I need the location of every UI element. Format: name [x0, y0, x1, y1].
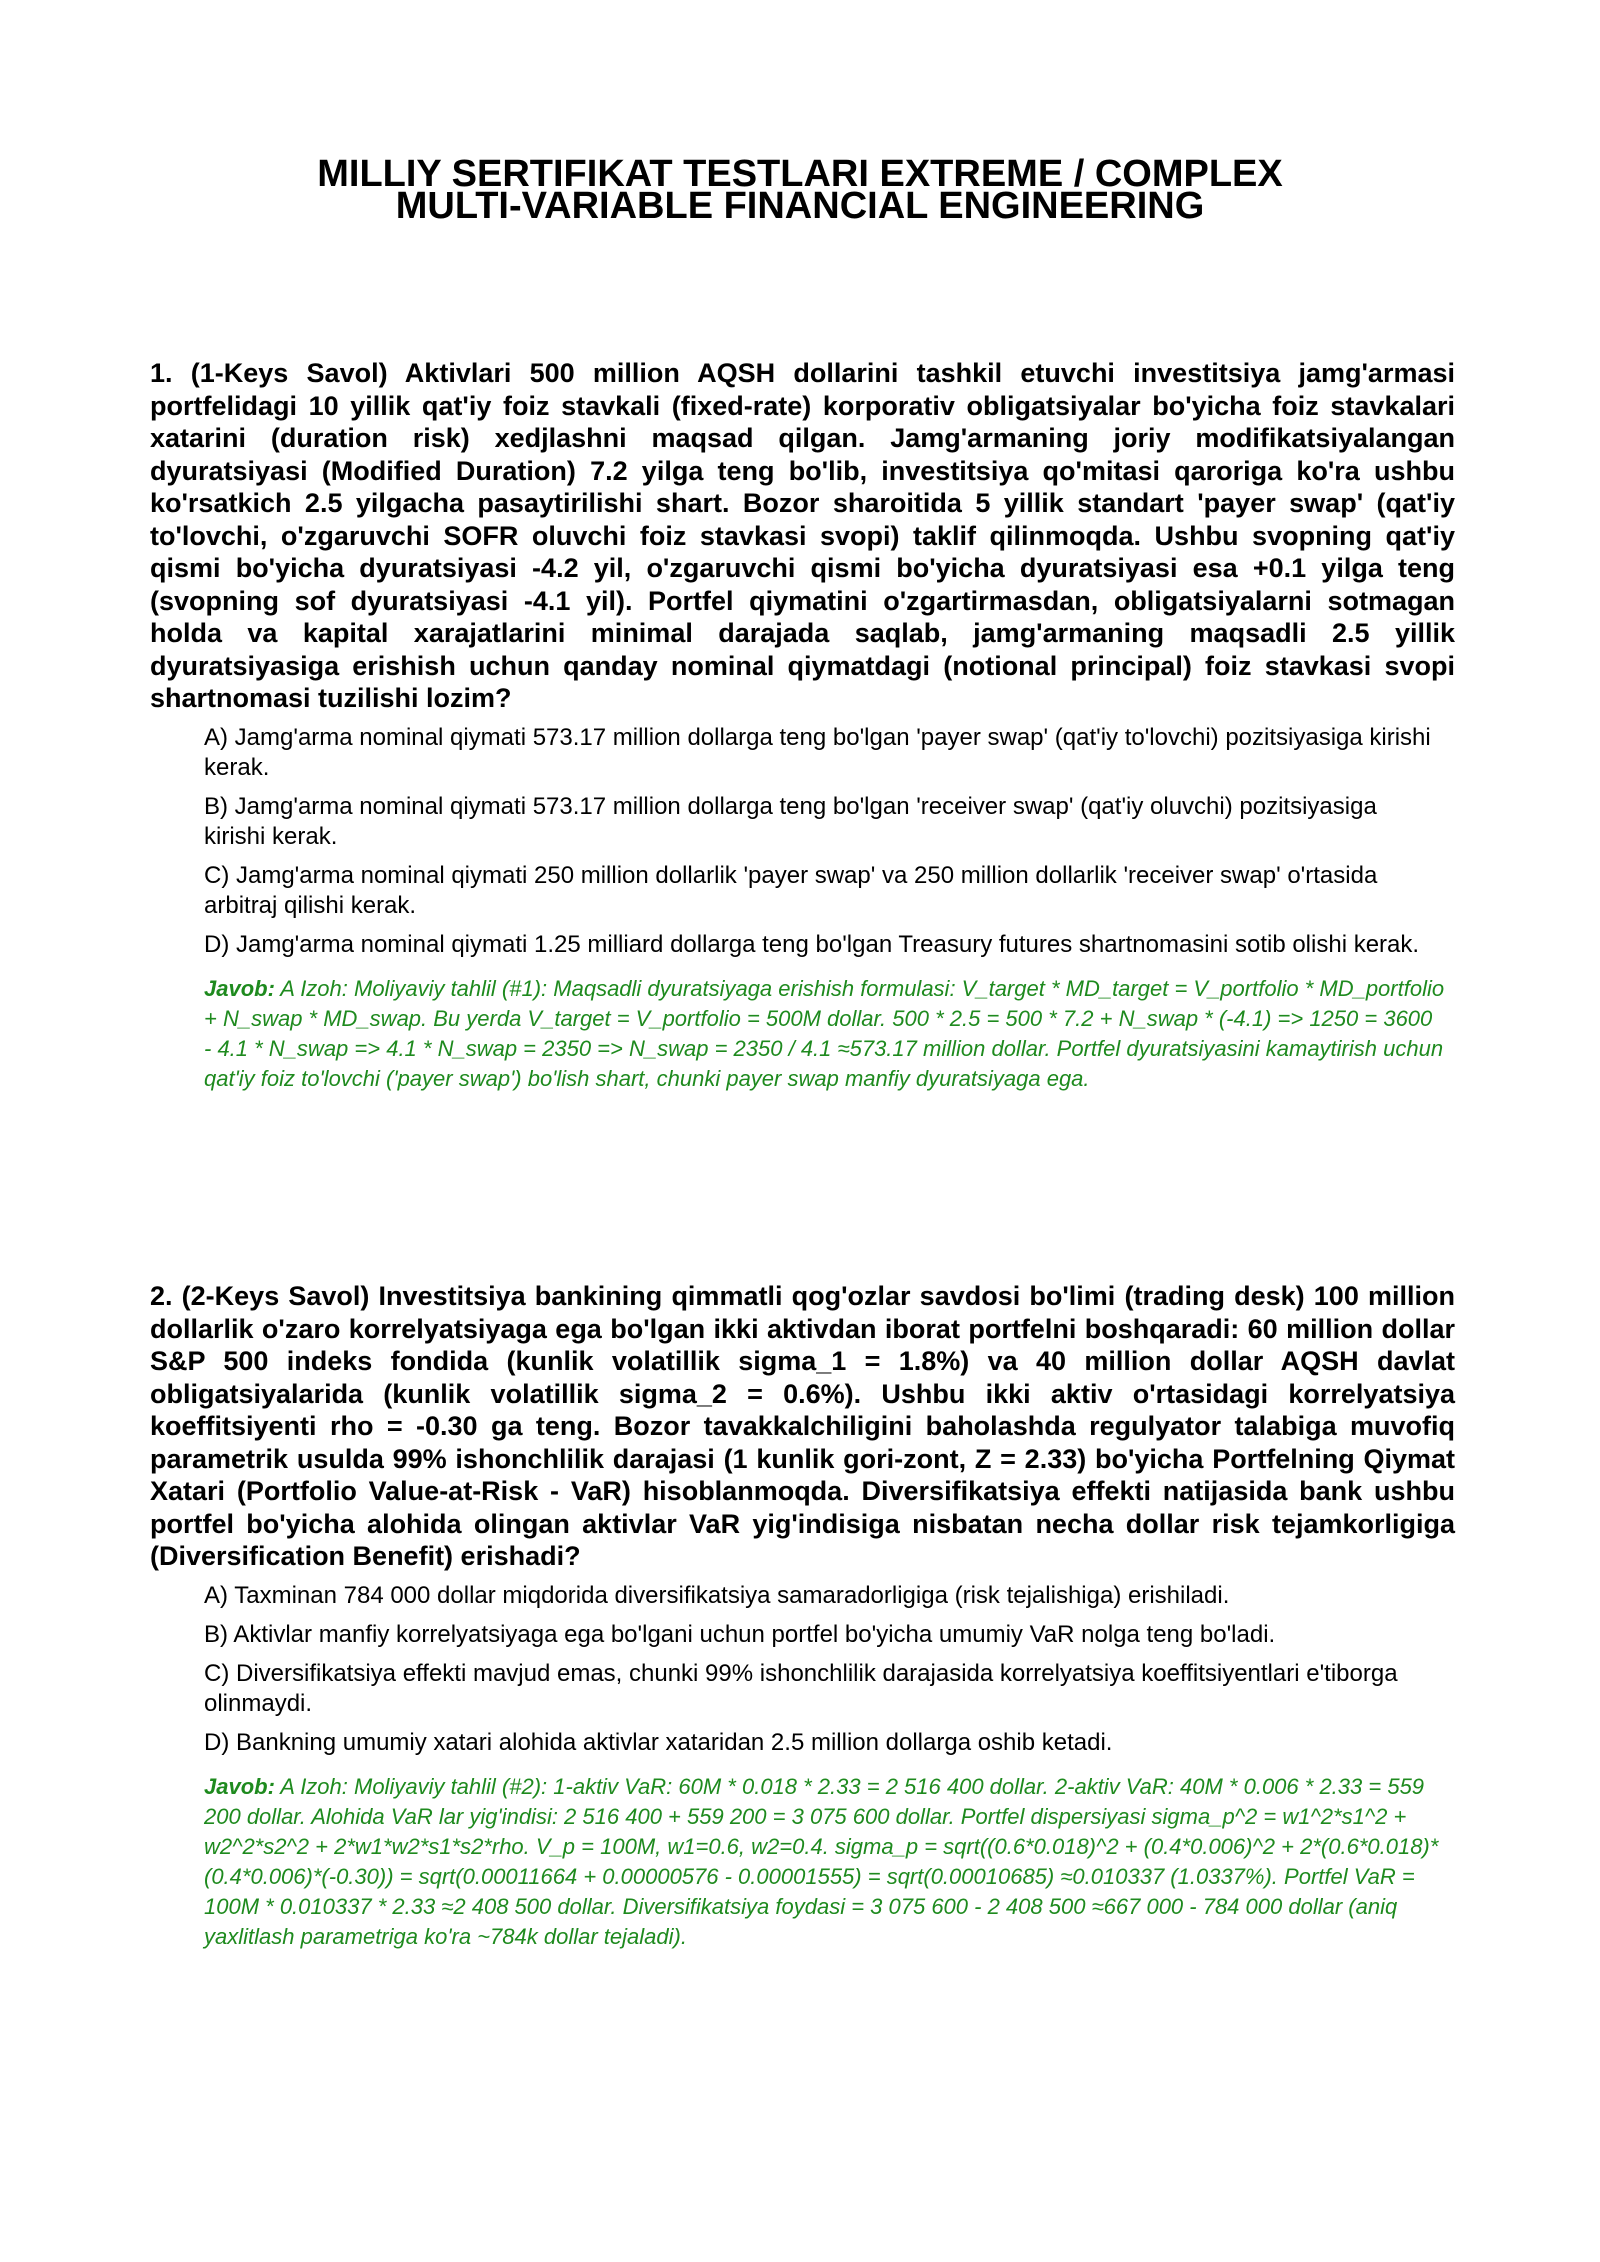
answer-label: Javob: [204, 1773, 275, 1799]
question-2-option-b: B) Aktivlar manfiy korrelyatsiyaga ega bo'lgani uchun portfel bo'yicha umumiy VaR nolga teng bo'ladi. [204, 1620, 1276, 1648]
question-1 [150, 357, 1455, 1094]
question-1-option-a: A) Jamg'arma nominal qiymati 573.17 million dollarga teng bo'lgan 'payer swap' (qat'iy to'lovchi) pozitsiyasiga kirishi kerak. [204, 723, 1431, 781]
question-1-text: 1. (1-Keys Savol) Aktivlari 500 million AQSH dollarini tashkil etuvchi investitsiya jamg'armasi portfelidagi 10 yillik qat'iy foiz stavkali (fixed-rate) korporativ obligatsiyalar bo'yicha foiz stavkalari xatarini (duration risk) xedjlashni maqsad qilgan. Jamg'armaning joriy modifikatsiyalangan dyuratsiyasi (Modified Duration) 7.2 yilga teng bo'lib, investitsiya qo'mitasi qaroriga ko'ra ushbu ko'rsatkich 2.5 yilgacha pasaytirilishi shart. Bozor sharoitida 5 yillik standart 'payer swap' (qat'iy to'lovchi, o'zgaruvchi SOFR oluvchi foiz stavkasi svopi) taklif qilinmoqda. Ushbu svopning qat'iy qismi bo'yicha dyuratsiyasi -4.2 yil, o'zgaruvchi qismi bo'yicha dyuratsiyasi esa +0.1 yilga teng (svopning sof dyuratsiyasi -4.1 yil). Portfel qiymatini o'zgartirmasdan, obligatsiyalarni sotmagan holda va kapital xarajatlarini minimal darajada saqlab, jamg'armaning maqsadli 2.5 yillik dyuratsiyasiga erishish uchun qanday nominal qiymatdagi (notional principal) foiz stavkasi svopi shartnomasi tuzilishi lozim? [150, 358, 1455, 713]
question-2-option-c: C) Diversifikatsiya effekti mavjud emas, chunki 99% ishonchlilik darajasida korrelyatsiya koeffitsiyentlari e'tiborga olinmaydi. [204, 1659, 1398, 1717]
question-1-option-d: D) Jamg'arma nominal qiymati 1.25 milliard dollarga teng bo'lgan Treasury futures shartnomasini sotib olishi kerak. [204, 930, 1420, 958]
question-1-answer-text: A Izoh: Moliyaviy tahlil (#1): Maqsadli dyuratsiyaga erishish formulasi: V_target * MD_target = V_portfolio * MD_portfolio + N_swap * MD_swap. Bu yerda V_target = V_portfolio = 500M dollar. 500 * 2.5 = 500 * 7.2 + N_swap * (-4.1) => 1250 = 3600 - 4.1 * N_swap => 4.1 * N_swap = 2350 => N_swap = 2350 / 4.1 ≈573.17 million dollar. Portfel dyuratsiyasini kamaytirish uchun qat'iy foiz to'lovchi ('payer swap') bo'lish shart, chunki payer swap manfiy dyuratsiyaga ega. [204, 975, 1445, 1091]
document-title [150, 153, 1450, 227]
question-2 [150, 1280, 1455, 1952]
question-2-option-a: A) Taxminan 784 000 dollar miqdorida diversifikatsiya samaradorligiga (risk tejalishiga) erishiladi. [204, 1581, 1230, 1609]
question-2-answer [204, 1772, 1455, 1952]
question-2-text: 2. (2-Keys Savol) Investitsiya bankining qimmatli qog'ozlar savdosi bo'limi (trading desk) 100 million dollarlik o'zaro korrelyatsiyaga ega bo'lgan ikki aktivdan iborat portfelni boshqaradi: 60 million dollar S&P 500 indeks fondida (kunlik volatillik sigma_1 = 1.8%) va 40 million dollar AQSH davlat obligatsiyalarida (kunlik volatillik sigma_2 = 0.6%). Ushbu ikki aktiv o'rtasidagi korrelyatsiya koeffitsiyenti rho = -0.30 ga teng. Bozor tavakkalchiligini baholashda regulyator talabiga muvofiq parametrik usulda 99% ishonchlilik darajasi (1 kunlik gori-zont, Z = 2.33) bo'yicha Portfelning Qiymat Xatari (Portfolio Value-at-Risk - VaR) hisoblanmoqda. Diversifikatsiya effekti natijasida bank ushbu portfel bo'yicha alohida olingan aktivlar VaR yig'indisiga nisbatan necha dollar risk tejamkorligiga (Diversification Benefit) erishadi? [150, 1281, 1455, 1571]
question-2-options [204, 1581, 1455, 1758]
question-1-answer [204, 974, 1455, 1094]
answer-label: Javob: [204, 975, 275, 1001]
question-1-options [204, 723, 1455, 960]
title-line-2: MULTI-VARIABLE FINANCIAL ENGINEERING [395, 185, 1205, 227]
question-2-option-d: D) Bankning umumiy xatari alohida aktivlar xataridan 2.5 million dollarga oshib ketadi. [204, 1728, 1113, 1756]
question-1-option-c: C) Jamg'arma nominal qiymati 250 million dollarlik 'payer swap' va 250 million dollarlik 'receiver swap' o'rtasida arbitraj qilishi kerak. [204, 861, 1378, 919]
question-2-answer-text: A Izoh: Moliyaviy tahlil (#2): 1-aktiv VaR: 60M * 0.018 * 2.33 = 2 516 400 dollar. 2-aktiv VaR: 40M * 0.006 * 2.33 = 559 200 dollar. Alohida VaR lar yig'indisi: 2 516 400 + 559 200 = 3 075 600 dollar. Portfel dispersiyasi sigma_p^2 = w1^2*s1^2 + w2^2*s2^2 + 2*w1*w2*s1*s2*rho. V_p = 100M, w1=0.6, w2=0.4. sigma_p = sqrt((0.6*0.018)^2 + (0.4*0.006)^2 + 2*(0.6*0.018)*(0.4*0.006)*(-0.30)) = sqrt(0.00011664 + 0.00000576 - 0.00001555) = sqrt(0.00010685) ≈0.010337 (1.0337%). Portfel VaR = 100M * 0.010337 * 2.33 ≈2 408 500 dollar. Diversifikatsiya foydasi = 3 075 600 - 2 408 500 ≈667 000 - 784 000 dollar (aniq yaxlitlash parametriga ko'ra ~784k dollar tejaladi). [204, 1773, 1439, 1949]
title-line-1: MILLIY SERTIFIKAT TESTLARI EXTREME / COMPLEX [317, 153, 1283, 195]
question-1-option-b: B) Jamg'arma nominal qiymati 573.17 million dollarga teng bo'lgan 'receiver swap' (qat'iy oluvchi) pozitsiyasiga kirishi kerak. [204, 792, 1377, 850]
